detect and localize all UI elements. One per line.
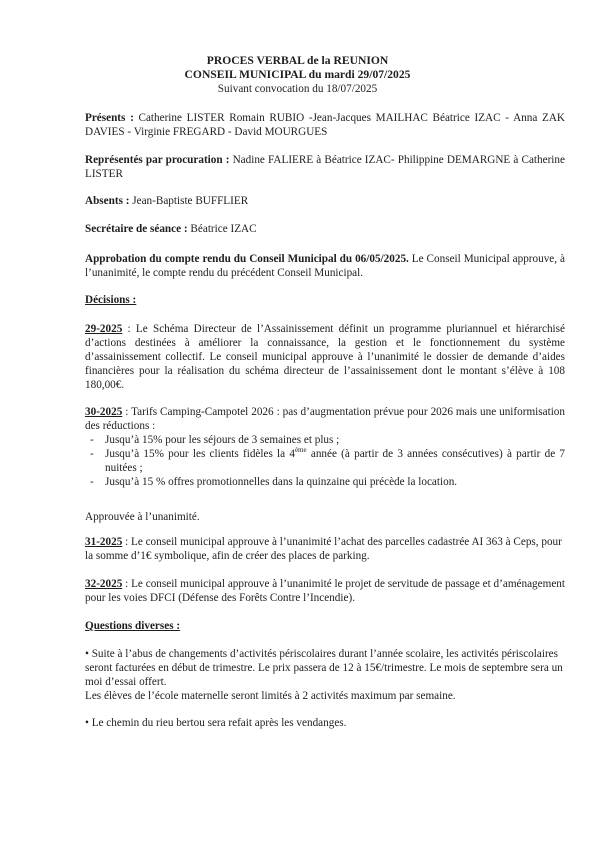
presents-label: Présents : [85,112,134,124]
decision-number: 30-2025 [85,406,123,418]
decision-number: 32-2025 [85,578,123,590]
approbation-text: Le Conseil Municipal approuve, à l’unanimité, le compte rendu du précédent Conseil Municipal. [85,253,565,279]
decision-32-2025 [85,577,565,605]
absents-label: Absents : [85,195,130,207]
decision-text: : Le conseil municipal approuve à l’unanimité l’achat des parcelles cadastrée AI 363 à Ceps, pour la somme d’1€ symbolique, afin de créer des places de parking. [85,536,562,562]
approbation-label: Approbation du compte rendu du Conseil Municipal du 06/05/2025. [85,253,409,265]
questions-heading: Questions diverses : [85,620,181,632]
document-title: PROCES VERBAL de la REUNION [206,54,389,67]
list-item: - Jusqu’à 15 % offres promotionnelles dans la quinzaine qui précède la location. [85,475,565,489]
decision-30-2025 [85,405,565,489]
decisions-heading: Décisions : [85,294,137,306]
decision-29-2025 [85,322,565,392]
decision-text: : Le Schéma Directeur de l’Assainissement définit un programme pluriannuel et hiérarchisé d’actions destinées à améliorer la connaissance, la gestion et le fonctionnement du système d’assainissement collectif. Le conseil municipal approuve à l’unanimité le dossier de demande d’aides financières pour la réalisation du schéma directeur de l’assainissement dont le montant s’élève à 108 180,00€. [85,323,565,391]
convocation-date: Suivant convocation du 18/07/2025 [217,83,378,95]
secretaire-name: Béatrice IZAC [187,223,257,235]
document-subtitle: CONSEIL MUNICIPAL du mardi 29/07/2025 [184,68,411,81]
presents-paragraph [85,111,565,139]
absents-names: Jean-Baptiste BUFFLIER [129,195,249,207]
question-item-chemin: • Le chemin du rieu bertou sera refait après les vendanges. [85,717,347,729]
secretaire-label: Secrétaire de séance : [85,223,188,235]
absents-paragraph [85,194,565,208]
list-item: - Jusqu’à 15% pour les séjours de 3 semaines et plus ; [85,433,565,447]
presents-names: Catherine LISTER Romain RUBIO -Jean-Jacques MAILHAC Béatrice IZAC - Anna ZAK DAVIES - Virginie FREGARD - David MOURGUES [85,112,565,138]
representes-label: Représentés par procuration : [85,154,230,166]
secretaire-paragraph [85,222,565,236]
decision-text: : Tarifs Camping-Campotel 2026 : pas d’augmentation prévue pour 2026 mais une uniformisation des réductions : [85,406,565,432]
reductions-list [85,433,565,489]
question-item-periscolaire: • Suite à l’abus de changements d’activités périscolaires durant l’année scolaire, les activités périscolaires seront facturées en début de trimestre. Le prix passera de 12 à 15€/trimestre. Le mois de septembre sera un moi d’essai offert. Les élèves de l’école maternelle seront limités à 2 activités maximum par semaine. [85,648,563,702]
decision-number: 31-2025 [85,536,123,548]
decision-30-approval: Approuvée à l’unanimité. [85,511,200,523]
decision-text: : Le conseil municipal approuve à l’unanimité le projet de servitude de passage et d’aménagement pour les voies DFCI (Défense des Forêts Contre l’Incendie). [85,578,565,604]
approbation-paragraph [85,252,565,280]
representes-paragraph [85,153,565,181]
decision-number: 29-2025 [85,323,123,335]
list-item: - Jusqu’à 15% pour les clients fidèles la 4ème année (à partir de 3 années consécutives) à partir de 7 nuitées ; [85,447,565,475]
document-header [0,54,595,96]
representes-names: Nadine FALIERE à Béatrice IZAC- Philippine DEMARGNE à Catherine LISTER [85,154,565,180]
decision-31-2025 [85,535,565,563]
